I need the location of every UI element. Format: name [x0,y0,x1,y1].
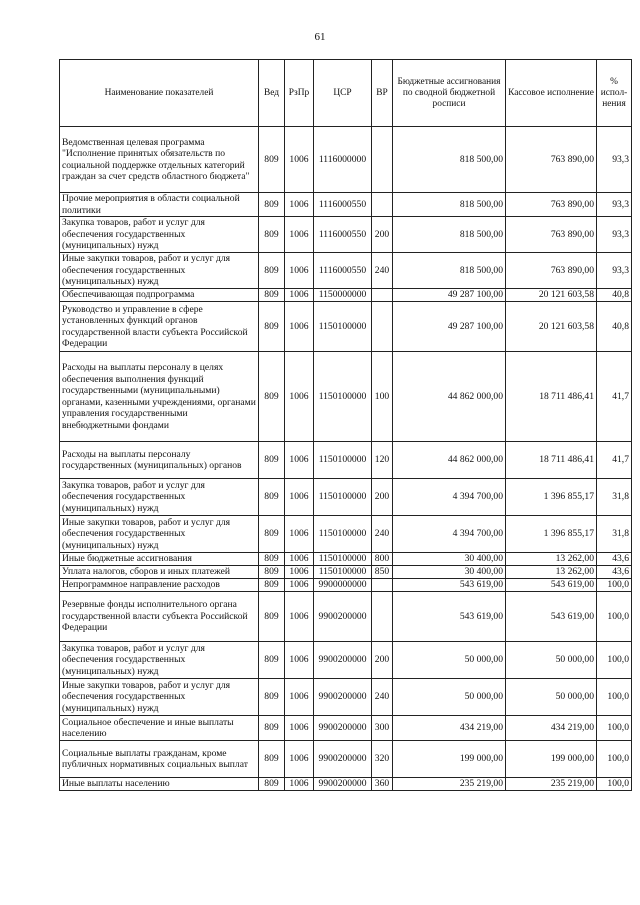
cell-cash: 50 000,00 [506,679,597,716]
cell-vr [372,193,393,217]
cell-percent: 40,8 [597,302,632,352]
cell-cash: 235 219,00 [506,778,597,791]
cell-cash: 13 262,00 [506,553,597,566]
cell-assigned: 30 400,00 [393,553,506,566]
cell-rzpr: 1006 [285,289,314,302]
header-assigned: Бюджетные ассигнования по сводной бюджетной росписи [393,60,506,127]
cell-ved: 809 [259,217,285,253]
cell-vr: 120 [372,442,393,479]
cell-csr: 1116000550 [314,253,372,289]
cell-cash: 1 396 855,17 [506,516,597,553]
budget-table [59,59,632,791]
cell-cash: 543 619,00 [506,579,597,592]
cell-rzpr: 1006 [285,442,314,479]
cell-cash: 20 121 603,58 [506,302,597,352]
header-ved: Вед [259,60,285,127]
cell-ved: 809 [259,679,285,716]
cell-vr: 200 [372,217,393,253]
cell-cash: 543 619,00 [506,592,597,642]
cell-vr: 240 [372,679,393,716]
table-row [60,716,632,741]
cell-rzpr: 1006 [285,716,314,741]
table-row [60,193,632,217]
cell-assigned: 44 862 000,00 [393,352,506,442]
table-row [60,741,632,778]
cell-percent: 100,0 [597,642,632,679]
cell-name: Закупка товаров, работ и услуг для обеспечения государственных (муниципальных) нужд [60,642,259,679]
cell-vr: 360 [372,778,393,791]
table-row [60,442,632,479]
cell-percent: 93,3 [597,253,632,289]
cell-csr: 1116000550 [314,217,372,253]
cell-csr: 9900200000 [314,778,372,791]
cell-percent: 100,0 [597,741,632,778]
cell-name: Прочие мероприятия в области социальной политики [60,193,259,217]
cell-cash: 763 890,00 [506,127,597,193]
cell-rzpr: 1006 [285,778,314,791]
header-percent: % испол-нения [597,60,632,127]
cell-name: Обеспечивающая подпрограмма [60,289,259,302]
cell-rzpr: 1006 [285,352,314,442]
cell-vr: 850 [372,566,393,579]
cell-ved: 809 [259,479,285,516]
cell-rzpr: 1006 [285,566,314,579]
cell-vr: 240 [372,253,393,289]
cell-rzpr: 1006 [285,127,314,193]
cell-rzpr: 1006 [285,642,314,679]
cell-assigned: 44 862 000,00 [393,442,506,479]
cell-ved: 809 [259,592,285,642]
cell-ved: 809 [259,716,285,741]
cell-name: Расходы на выплаты персоналу в целях обеспечения выполнения функций государственными (муниципальными) органами, казенными учреждениями, органами управления государственными внебюджетными фондами [60,352,259,442]
cell-percent: 41,7 [597,442,632,479]
cell-csr: 1150100000 [314,516,372,553]
cell-ved: 809 [259,741,285,778]
cell-percent: 31,8 [597,479,632,516]
cell-percent: 93,3 [597,217,632,253]
header-cash: Кассовое исполнение [506,60,597,127]
cell-percent: 100,0 [597,592,632,642]
cell-cash: 763 890,00 [506,217,597,253]
cell-rzpr: 1006 [285,679,314,716]
cell-ved: 809 [259,352,285,442]
cell-vr [372,127,393,193]
cell-assigned: 49 287 100,00 [393,289,506,302]
table-row [60,253,632,289]
cell-name: Непрограммное направление расходов [60,579,259,592]
cell-cash: 763 890,00 [506,253,597,289]
cell-name: Уплата налогов, сборов и иных платежей [60,566,259,579]
cell-assigned: 4 394 700,00 [393,516,506,553]
cell-name: Закупка товаров, работ и услуг для обеспечения государственных (муниципальных) нужд [60,479,259,516]
cell-percent: 100,0 [597,579,632,592]
cell-assigned: 49 287 100,00 [393,302,506,352]
cell-ved: 809 [259,127,285,193]
cell-rzpr: 1006 [285,579,314,592]
cell-rzpr: 1006 [285,592,314,642]
cell-cash: 1 396 855,17 [506,479,597,516]
cell-assigned: 543 619,00 [393,579,506,592]
cell-vr: 100 [372,352,393,442]
table-row [60,553,632,566]
cell-cash: 199 000,00 [506,741,597,778]
cell-csr: 1116000000 [314,127,372,193]
cell-ved: 809 [259,553,285,566]
cell-vr: 240 [372,516,393,553]
table-row [60,592,632,642]
cell-vr: 200 [372,642,393,679]
cell-csr: 1116000550 [314,193,372,217]
cell-rzpr: 1006 [285,516,314,553]
cell-assigned: 818 500,00 [393,253,506,289]
table-row [60,579,632,592]
cell-csr: 9900000000 [314,579,372,592]
cell-cash: 20 121 603,58 [506,289,597,302]
header-csr: ЦСР [314,60,372,127]
cell-assigned: 818 500,00 [393,217,506,253]
table-row [60,679,632,716]
table-row [60,566,632,579]
cell-csr: 9900200000 [314,741,372,778]
cell-vr [372,592,393,642]
cell-name: Резервные фонды исполнительного органа государственной власти субъекта Российской Федерации [60,592,259,642]
cell-ved: 809 [259,442,285,479]
table-row [60,127,632,193]
cell-csr: 1150100000 [314,442,372,479]
cell-rzpr: 1006 [285,217,314,253]
cell-name: Иные закупки товаров, работ и услуг для обеспечения государственных (муниципальных) нужд [60,679,259,716]
cell-vr: 200 [372,479,393,516]
cell-percent: 43,6 [597,553,632,566]
header-rzpr: РзПр [285,60,314,127]
cell-vr [372,579,393,592]
cell-vr: 320 [372,741,393,778]
table-row [60,289,632,302]
cell-vr [372,289,393,302]
cell-vr: 800 [372,553,393,566]
cell-cash: 13 262,00 [506,566,597,579]
table-row [60,516,632,553]
cell-percent: 93,3 [597,193,632,217]
cell-assigned: 50 000,00 [393,642,506,679]
cell-csr: 9900200000 [314,592,372,642]
cell-ved: 809 [259,289,285,302]
header-name: Наименование показателей [60,60,259,127]
cell-assigned: 4 394 700,00 [393,479,506,516]
cell-csr: 1150100000 [314,302,372,352]
cell-name: Ведомственная целевая программа "Исполнение принятых обязательств по социальной поддержке отдельных категорий граждан за счет средств областного бюджета" [60,127,259,193]
cell-ved: 809 [259,566,285,579]
cell-ved: 809 [259,253,285,289]
cell-csr: 1150100000 [314,566,372,579]
cell-assigned: 434 219,00 [393,716,506,741]
cell-cash: 18 711 486,41 [506,352,597,442]
header-row [60,60,632,127]
page-number: 61 [314,31,326,43]
cell-percent: 41,7 [597,352,632,442]
cell-cash: 50 000,00 [506,642,597,679]
cell-ved: 809 [259,642,285,679]
cell-assigned: 235 219,00 [393,778,506,791]
cell-ved: 809 [259,302,285,352]
cell-percent: 43,6 [597,566,632,579]
table-row [60,642,632,679]
cell-cash: 763 890,00 [506,193,597,217]
table-row [60,217,632,253]
cell-csr: 9900200000 [314,679,372,716]
table-row [60,479,632,516]
cell-rzpr: 1006 [285,193,314,217]
cell-vr [372,302,393,352]
cell-name: Расходы на выплаты персоналу государственных (муниципальных) органов [60,442,259,479]
cell-assigned: 50 000,00 [393,679,506,716]
cell-rzpr: 1006 [285,479,314,516]
cell-csr: 1150100000 [314,352,372,442]
cell-percent: 93,3 [597,127,632,193]
cell-percent: 100,0 [597,679,632,716]
cell-rzpr: 1006 [285,553,314,566]
cell-csr: 1150100000 [314,553,372,566]
header-vr: ВР [372,60,393,127]
cell-assigned: 818 500,00 [393,127,506,193]
cell-name: Социальные выплаты гражданам, кроме публичных нормативных социальных выплат [60,741,259,778]
cell-rzpr: 1006 [285,302,314,352]
cell-ved: 809 [259,516,285,553]
cell-assigned: 199 000,00 [393,741,506,778]
cell-name: Иные закупки товаров, работ и услуг для обеспечения государственных (муниципальных) нужд [60,516,259,553]
cell-percent: 100,0 [597,716,632,741]
cell-csr: 9900200000 [314,716,372,741]
cell-assigned: 543 619,00 [393,592,506,642]
cell-name: Закупка товаров, работ и услуг для обеспечения государственных (муниципальных) нужд [60,217,259,253]
cell-csr: 1150000000 [314,289,372,302]
cell-name: Иные бюджетные ассигнования [60,553,259,566]
table-row [60,352,632,442]
cell-ved: 809 [259,579,285,592]
cell-ved: 809 [259,193,285,217]
cell-vr: 300 [372,716,393,741]
cell-percent: 100,0 [597,778,632,791]
cell-rzpr: 1006 [285,253,314,289]
cell-name: Социальное обеспечение и иные выплаты населению [60,716,259,741]
cell-csr: 9900200000 [314,642,372,679]
cell-assigned: 30 400,00 [393,566,506,579]
table-row [60,778,632,791]
cell-name: Иные закупки товаров, работ и услуг для обеспечения государственных (муниципальных) нужд [60,253,259,289]
cell-name: Руководство и управление в сфере установленных функций органов государственной власти субъекта Российской Федерации [60,302,259,352]
cell-assigned: 818 500,00 [393,193,506,217]
cell-rzpr: 1006 [285,741,314,778]
cell-name: Иные выплаты населению [60,778,259,791]
cell-csr: 1150100000 [314,479,372,516]
table-body [60,127,632,791]
table-row [60,302,632,352]
cell-ved: 809 [259,778,285,791]
cell-percent: 31,8 [597,516,632,553]
cell-cash: 18 711 486,41 [506,442,597,479]
cell-cash: 434 219,00 [506,716,597,741]
cell-percent: 40,8 [597,289,632,302]
